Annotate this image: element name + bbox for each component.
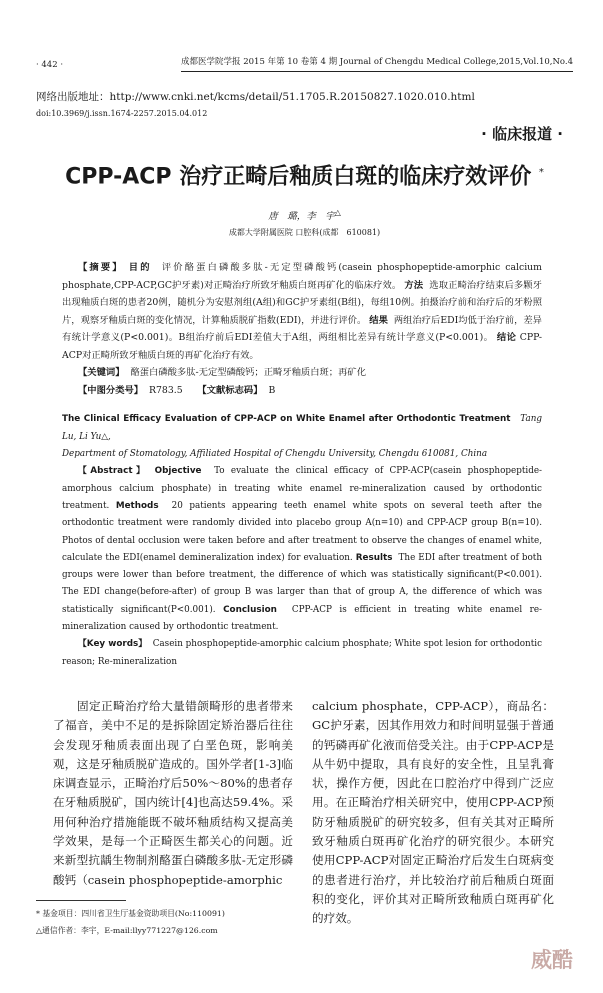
online-url[interactable]: 网络出版地址：http://www.cnki.net/kcms/detail/51.1705.R.20150827.1020.010.html bbox=[36, 91, 475, 103]
doc-code-value: B bbox=[268, 384, 276, 396]
running-header bbox=[36, 56, 573, 72]
paper-title bbox=[36, 158, 573, 192]
en-results-label: Results bbox=[355, 552, 393, 563]
en-abstract-body bbox=[62, 463, 542, 636]
authors bbox=[36, 206, 573, 224]
en-keywords bbox=[62, 636, 542, 671]
en-methods-label: Methods bbox=[115, 500, 159, 511]
abstract-en bbox=[62, 411, 542, 670]
author-names: 唐 璐，李 宇 bbox=[268, 211, 335, 223]
keywords-text: 酪蛋白磷酸多肽-无定型磷酸钙；正畸牙釉质白斑；再矿化 bbox=[130, 367, 366, 379]
methods-label: 方法 bbox=[404, 279, 424, 291]
results-text: 两组治疗后EDI均低于治疗前，差异有统计学意义(P<0.001)。B组治疗前后EDI差值大于A组，两组相比差异有统计学意义(P<0.001)。 bbox=[62, 314, 542, 344]
conclusion-label: 结论 bbox=[496, 332, 517, 344]
footnote-divider bbox=[36, 900, 126, 901]
footnote-correspondence: △通信作者：李宇，E-mail:llyy771227@126.com bbox=[36, 925, 218, 935]
results-label: 结果 bbox=[369, 314, 388, 326]
en-abstract-label: 【Abstract】 bbox=[78, 466, 149, 477]
en-title: The Clinical Efficacy Evaluation of CPP-ACP on White Enamel after Orthodontic Treatment bbox=[62, 414, 511, 425]
title-footnote-mark: * bbox=[538, 167, 544, 178]
doi: doi:10.3969/j.issn.1674-2257.2015.04.012 bbox=[36, 109, 208, 118]
journal-citation: 成都医学院学报 2015 年第 10 卷第 4 期 Journal of Chengdu Medical College,2015,Vol.10,No.4 bbox=[181, 56, 573, 72]
en-affiliation: Department of Stomatology, Affiliated Hospital of Chengdu University, Chengdu 610081, China bbox=[62, 449, 488, 460]
en-title-line bbox=[62, 411, 542, 446]
footnote-fund: * 基金项目：四川省卫生厅基金资助项目(No:110091) bbox=[36, 908, 225, 918]
objective-text: 评价酪蛋白磷酸多肽-无定型磷酸钙(casein phosphopeptide-amorphic calcium phosphate,CPP-ACP,GC护牙素)对正畸治疗所致牙釉质白斑再矿化的临床疗效。 bbox=[62, 262, 542, 291]
affiliation: 成都大学附属医院 口腔科(成都 610081) bbox=[228, 228, 381, 238]
clc-value: R783.5 bbox=[149, 384, 183, 396]
intro-paragraph-right: calcium phosphate，CPP-ACP），商品名：GC护牙素，因其作用效力和时间明显强于普通的钙磷再矿化液而倍受关注。由于CPP-ACP是从牛奶中提取，具有良好的安全性，且呈乳膏状，操作方便，因此在口腔治疗中得到广泛应用。在正畸治疗相关研究中，使用CPP-ACP预防牙釉质脱矿的研究较多，但有关其对正畸所致牙釉质白斑再矿化治疗的研究很少。本研究使用CPP-ACP对固定正畸治疗后发生白斑病变的患者进行治疗，并比较治疗前后釉质白斑面积的变化，评价其对正畸所致釉质白斑再矿化的疗效。 bbox=[312, 698, 554, 926]
doc-code-label: 【文献标志码】 bbox=[197, 384, 263, 396]
en-keywords-text: Casein phosphopeptide-amorphic calcium phosphate; White spot lesion for orthodontic reason; Re-mineralization bbox=[62, 639, 543, 667]
en-conclusion-text: CPP-ACP is efficient in treating white enamel re-mineralization caused by orthodontic treatment. bbox=[62, 604, 543, 633]
page-number: · 442 · bbox=[36, 60, 64, 70]
author-mark: △ bbox=[334, 208, 341, 218]
keywords-label: 【关键词】 bbox=[78, 367, 125, 379]
abstract-label: 【摘要】 bbox=[78, 262, 124, 274]
section-label: · 临床报道 · bbox=[481, 125, 563, 143]
body-column-right bbox=[312, 697, 554, 939]
en-methods-text: 20 patients appearing teeth enamel white spots on several teeth after the orthodontic treatment were randomly divided into placebo group A(n=10) and CPP-ACP group B(n=10). Photos of dental occlusion were taken before and after treatment to observe the changes of enamel white, calculate the EDI(enamel demineralization index) for evaluation. bbox=[62, 500, 543, 563]
en-authors: Tang Lu, Li Yu△, bbox=[62, 414, 543, 442]
body-columns bbox=[36, 697, 573, 939]
clc-label: 【中图分类号】 bbox=[78, 384, 144, 396]
conclusion-text: CPP-ACP对正畸所致牙釉质白斑的再矿化治疗有效。 bbox=[62, 332, 542, 361]
en-keywords-label: 【Key words】 bbox=[78, 639, 148, 650]
intro-paragraph-left: 固定正畸治疗给大量错颌畸形的患者带来了福音，美中不足的是拆除固定矫治器后往往会发现牙釉质表面出现了白垩色斑，影响美观，这是牙釉质脱矿造成的。国外学者[1-3]临床调查显示，正畸治疗后50%～80%的患者存在牙釉质脱矿，国内统计[4]也高达59.4%。采用何种治疗措施能既不破坏釉质结构又提高美学效果，是每一个正畸医生都关心的问题。近来新型抗龋生物制剂酪蛋白磷酸多肽-无定形磷酸钙（casein phosphopeptide-amorphic bbox=[53, 698, 293, 887]
keywords-cn bbox=[62, 364, 542, 382]
footnotes bbox=[36, 900, 293, 939]
abstract-cn bbox=[62, 259, 542, 399]
objective-label: 目的 bbox=[128, 262, 152, 274]
en-results-text: The EDI after treatment of both groups were lower than before treatment, the difference of which was statistically significant(P<0.001). The EDI change(before-after) of group B was larger than that of group A, the difference of which was statistically significant(P<0.001). bbox=[62, 552, 542, 615]
en-conclusion-label: Conclusion bbox=[223, 604, 277, 615]
en-objective-label: Objective bbox=[154, 466, 202, 477]
methods-text: 选取正畸治疗结束后多颗牙出现釉质白斑的患者20例，随机分为安慰剂组(A组)和GC护牙素组(B组)，每组10例。拍摄治疗前和治疗后的牙粉照片，观察牙釉质白斑的变化情况，计算釉质脱矿指数(EDI)，并进行评价。 bbox=[62, 279, 542, 326]
abstract-cn-body bbox=[62, 259, 542, 364]
watermark-logo: 威酷 bbox=[531, 947, 573, 972]
body-column-left bbox=[36, 697, 293, 939]
title-text: CPP-ACP 治疗正畸后釉质白斑的临床疗效评价 bbox=[65, 164, 532, 190]
en-objective-text: To evaluate the clinical efficacy of CPP-ACP(casein phosphopeptide-amorphous calcium phosphate) in treating white enamel re-mineralization caused by orthodontic treatment. bbox=[62, 466, 543, 511]
classification bbox=[62, 382, 542, 400]
